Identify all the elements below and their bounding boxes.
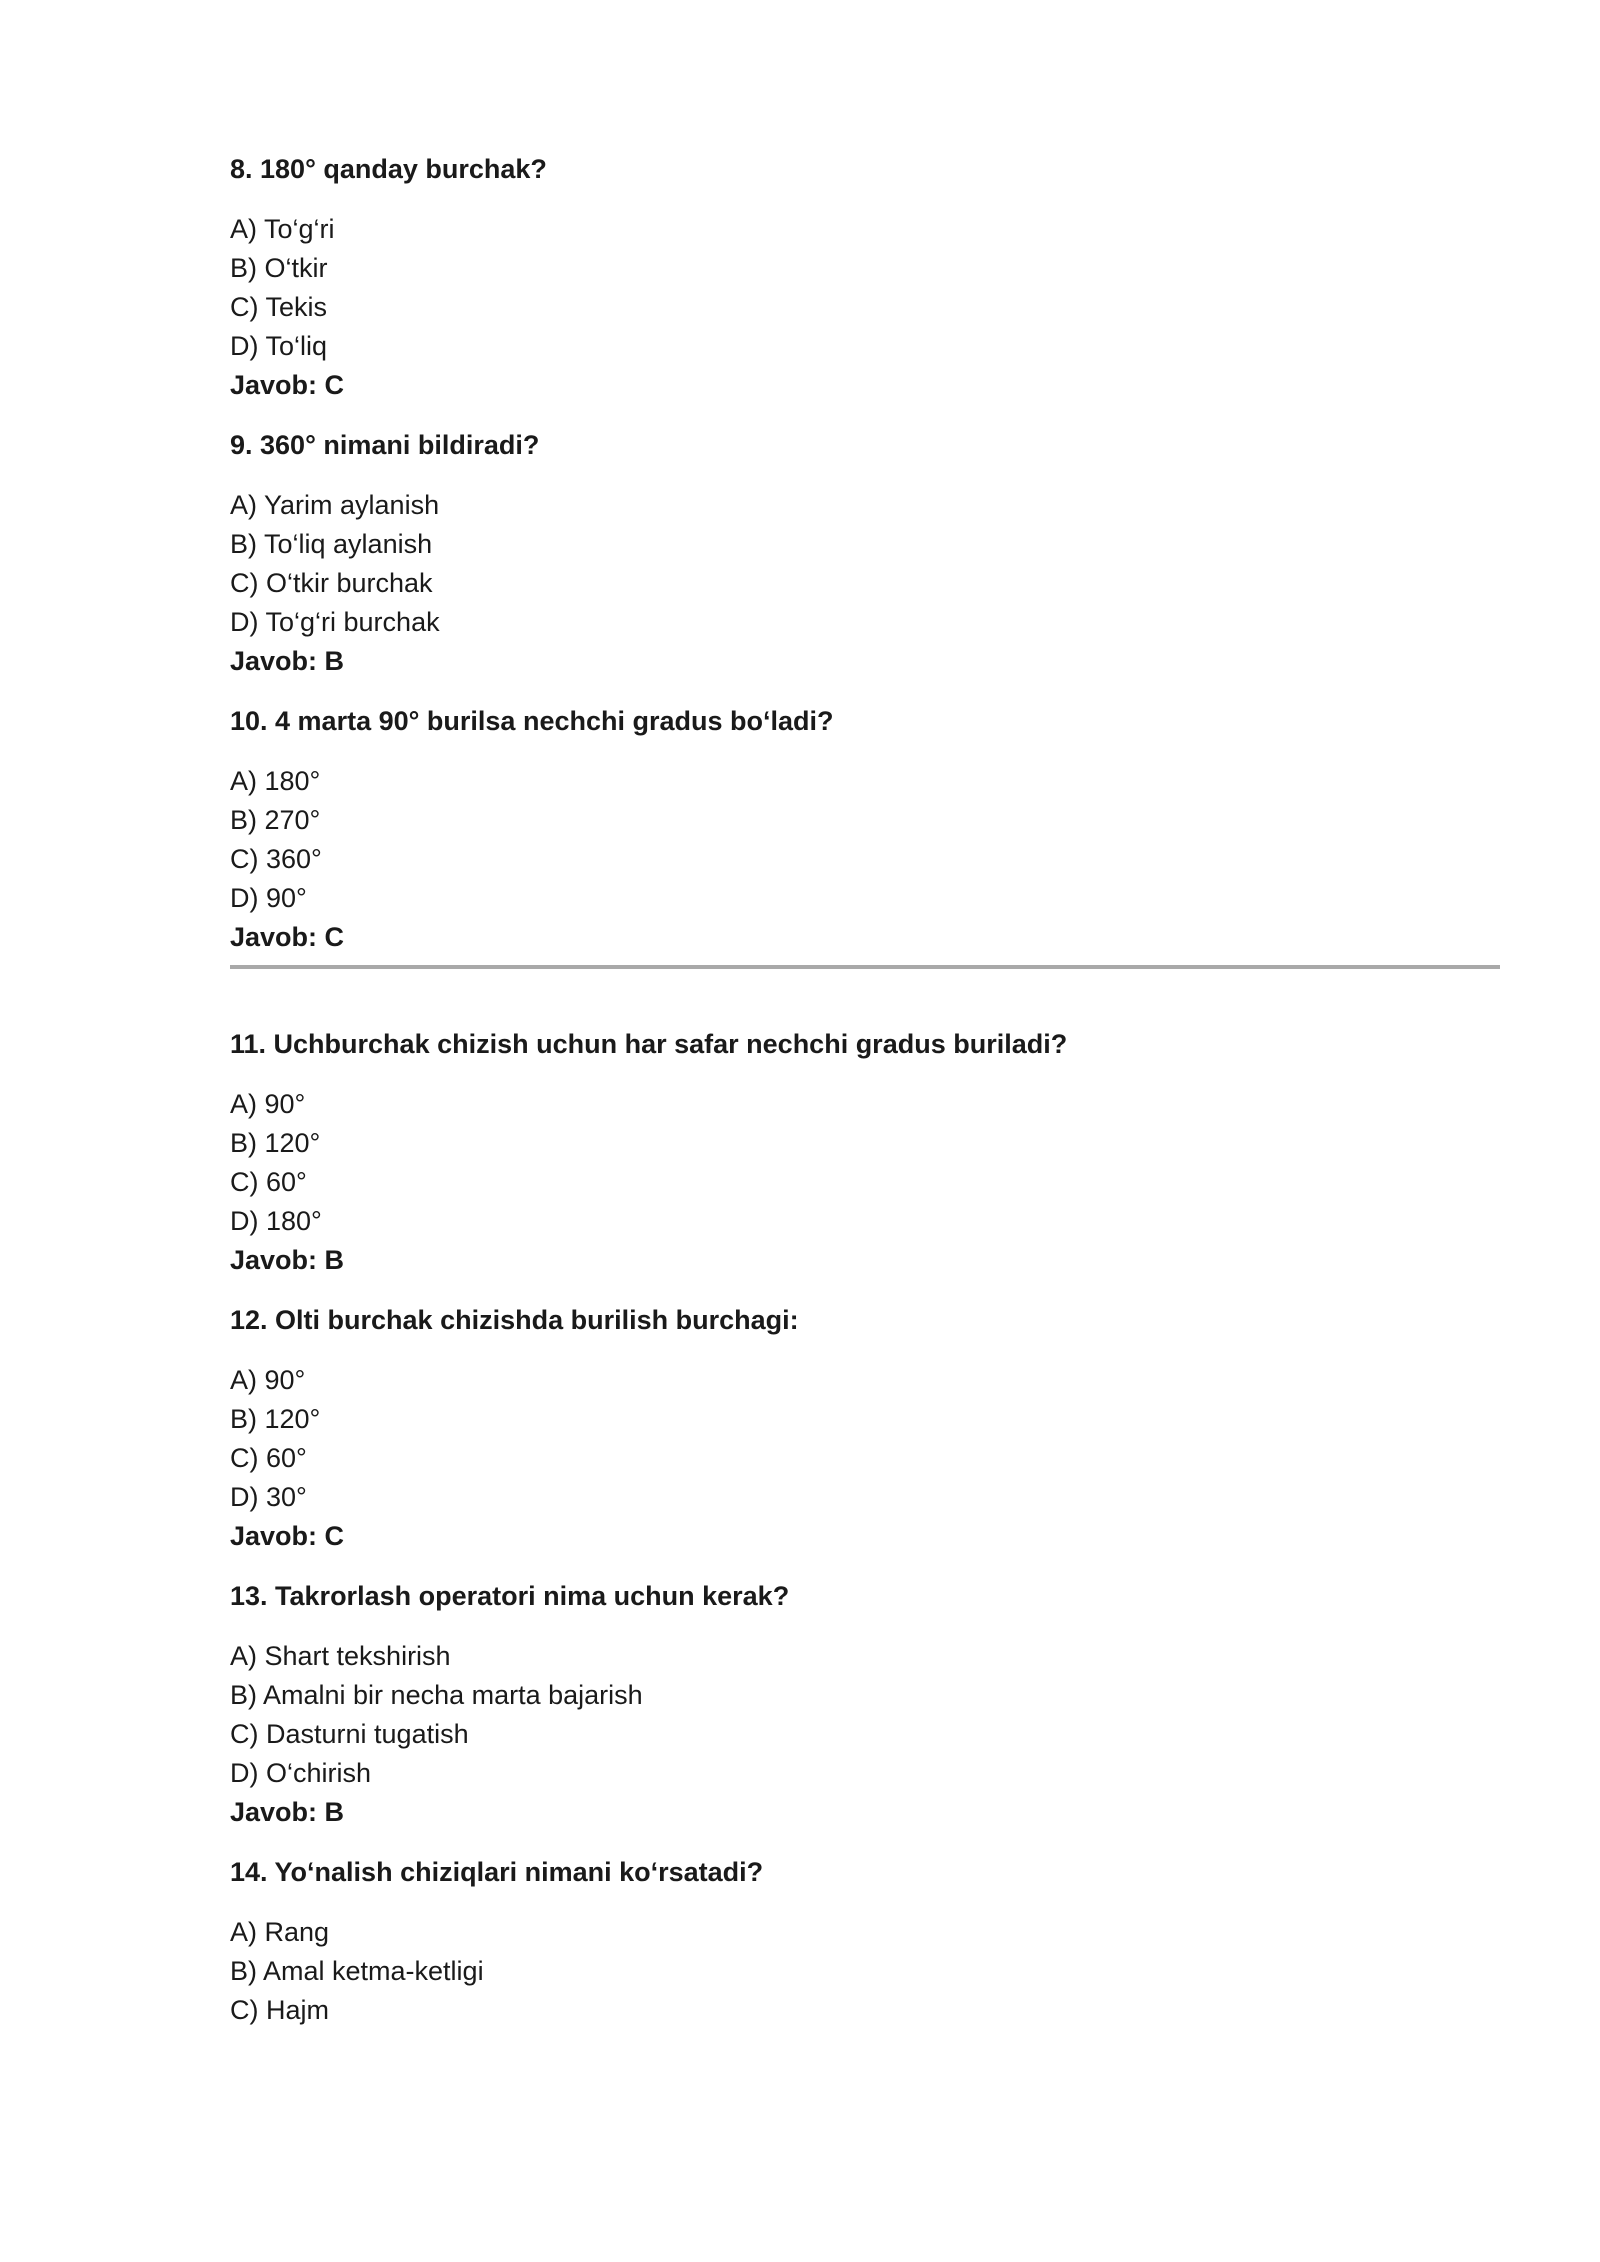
option-b: B) 120° <box>230 1404 321 1434</box>
answer-line: Javob: C <box>230 370 345 400</box>
option-a: A) 90° <box>230 1365 306 1395</box>
option-a: A) 180° <box>230 766 321 796</box>
option-a: A) 90° <box>230 1089 306 1119</box>
option-a: A) To‘g‘ri <box>230 214 335 244</box>
option-a: A) Rang <box>230 1917 330 1947</box>
question-block <box>230 702 1500 957</box>
question-title: 13. Takrorlash operatori nima uchun kerak? <box>230 1581 790 1611</box>
answer-line: Javob: B <box>230 1245 345 1275</box>
option-c: C) 60° <box>230 1443 307 1473</box>
answer-line: Javob: C <box>230 922 345 952</box>
question-block <box>230 1301 1500 1556</box>
question-title: 12. Olti burchak chizishda burilish burchagi: <box>230 1305 799 1335</box>
question-block <box>230 150 1500 405</box>
option-d: D) 180° <box>230 1206 322 1236</box>
question-title: 14. Yo‘nalish chiziqlari nimani ko‘rsatadi? <box>230 1857 764 1887</box>
option-c: C) Tekis <box>230 292 328 322</box>
question-block <box>230 426 1500 681</box>
answer-line: Javob: C <box>230 1521 345 1551</box>
option-d: D) To‘liq <box>230 331 328 361</box>
option-d: D) 90° <box>230 883 307 913</box>
option-c: C) 360° <box>230 844 322 874</box>
option-c: C) O‘tkir burchak <box>230 568 433 598</box>
answer-line: Javob: B <box>230 1797 345 1827</box>
horizontal-divider <box>230 965 1500 969</box>
option-c: C) 60° <box>230 1167 307 1197</box>
option-d: D) To‘g‘ri burchak <box>230 607 440 637</box>
question-title: 9. 360° nimani bildiradi? <box>230 430 540 460</box>
document-page <box>230 150 1500 2030</box>
option-a: A) Shart tekshirish <box>230 1641 451 1671</box>
question-block <box>230 1025 1500 1280</box>
option-b: B) Amalni bir necha marta bajarish <box>230 1680 643 1710</box>
question-block <box>230 1853 1500 2030</box>
option-b: B) To‘liq aylanish <box>230 529 433 559</box>
option-b: B) Amal ketma-ketligi <box>230 1956 484 1986</box>
option-c: C) Dasturni tugatish <box>230 1719 469 1749</box>
option-b: B) 120° <box>230 1128 321 1158</box>
option-a: A) Yarim aylanish <box>230 490 440 520</box>
option-b: B) 270° <box>230 805 321 835</box>
option-d: D) 30° <box>230 1482 307 1512</box>
question-title: 11. Uchburchak chizish uchun har safar nechchi gradus buriladi? <box>230 1029 1068 1059</box>
option-d: D) O‘chirish <box>230 1758 372 1788</box>
option-c: C) Hajm <box>230 1995 329 2025</box>
question-title: 8. 180° qanday burchak? <box>230 154 547 184</box>
option-b: B) O‘tkir <box>230 253 328 283</box>
question-title: 10. 4 marta 90° burilsa nechchi gradus bo‘ladi? <box>230 706 834 736</box>
answer-line: Javob: B <box>230 646 345 676</box>
question-block <box>230 1577 1500 1832</box>
